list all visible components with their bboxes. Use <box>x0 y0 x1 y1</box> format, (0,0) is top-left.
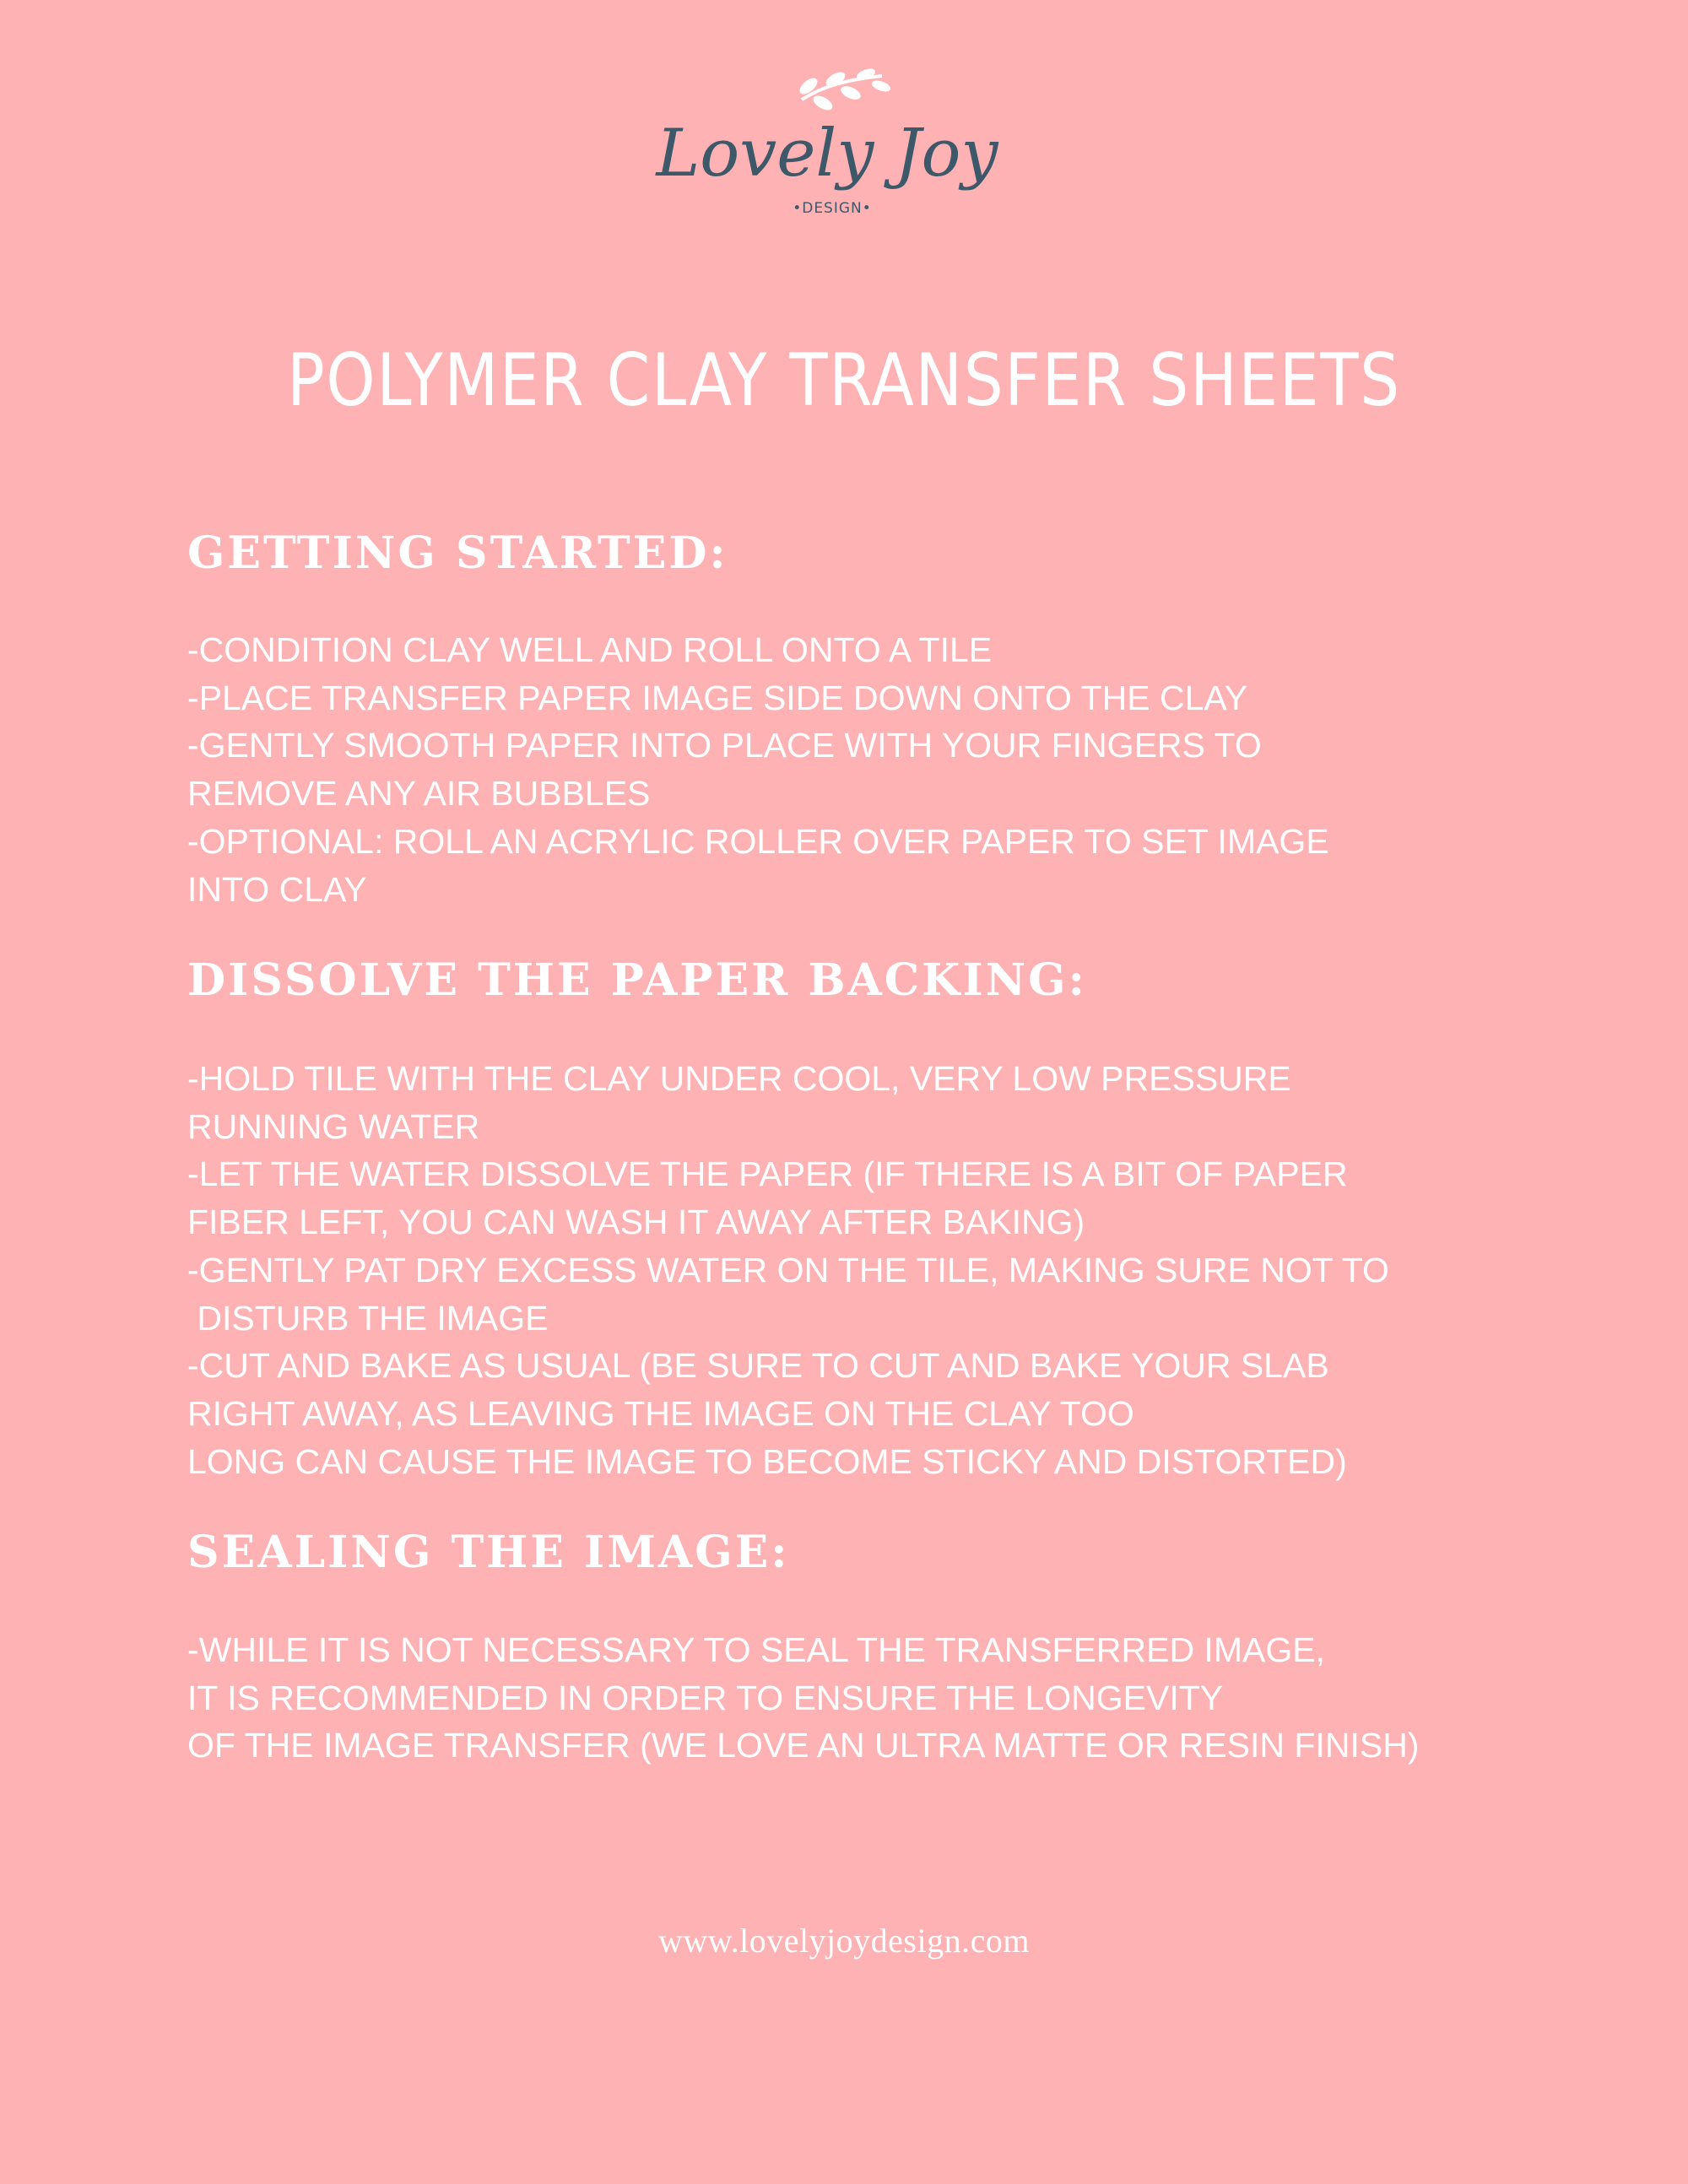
instruction-line: RIGHT AWAY, AS LEAVING THE IMAGE ON THE CLAY TOO <box>187 1393 1134 1433</box>
instruction-line: -GENTLY PAT DRY EXCESS WATER ON THE TILE, MAKING SURE NOT TO <box>187 1250 1389 1289</box>
instruction-line: RUNNING WATER <box>187 1106 480 1146</box>
instruction-line: -WHILE IT IS NOT NECESSARY TO SEAL THE TRANSFERRED IMAGE, <box>187 1630 1326 1669</box>
instruction-line: LONG CAN CAUSE THE IMAGE TO BECOME STICKY AND DISTORTED) <box>187 1441 1347 1481</box>
page-title: POLYMER CLAY TRANSFER SHEETS <box>287 338 1401 423</box>
section-heading-getting-started: GETTING STARTED: <box>187 527 728 579</box>
instruction-line: IT IS RECOMMENDED IN ORDER TO ENSURE THE LONGEVITY <box>187 1678 1224 1717</box>
logo-wordmark: Lovely Joy <box>656 116 998 192</box>
logo-subtitle: •DESIGN• <box>793 200 872 217</box>
instruction-line: REMOVE ANY AIR BUBBLES <box>187 774 651 814</box>
instruction-line: DISTURB THE IMAGE <box>187 1298 549 1338</box>
leaf-branch-icon <box>798 68 891 113</box>
website-url[interactable]: www.lovelyjoydesign.com <box>658 1922 1030 1960</box>
section-heading-sealing-image: SEALING THE IMAGE: <box>187 1527 790 1578</box>
instruction-line: -CONDITION CLAY WELL AND ROLL ONTO A TILE <box>187 630 993 669</box>
instruction-line: FIBER LEFT, YOU CAN WASH IT AWAY AFTER BAKING) <box>187 1203 1085 1242</box>
instruction-line: OF THE IMAGE TRANSFER (WE LOVE AN ULTRA MATTE OR RESIN FINISH) <box>187 1726 1420 1765</box>
section-body-dissolve-paper <box>187 1055 1389 1485</box>
instruction-line: -CUT AND BAKE AS USUAL (BE SURE TO CUT AND BAKE YOUR SLAB <box>187 1346 1329 1386</box>
instruction-line: -OPTIONAL: ROLL AN ACRYLIC ROLLER OVER PAPER TO SET IMAGE <box>187 821 1329 861</box>
section-body-sealing-image <box>187 1626 1419 1770</box>
instruction-line: INTO CLAY <box>187 869 367 909</box>
instruction-line: -HOLD TILE WITH THE CLAY UNDER COOL, VERY LOW PRESSURE <box>187 1059 1291 1098</box>
section-body-getting-started <box>187 626 1329 913</box>
brand-logo <box>656 68 998 236</box>
section-heading-dissolve-paper: DISSOLVE THE PAPER BACKING: <box>187 954 1087 1006</box>
instruction-line: -LET THE WATER DISSOLVE THE PAPER (IF THERE IS A BIT OF PAPER <box>187 1154 1348 1194</box>
instruction-line: -PLACE TRANSFER PAPER IMAGE SIDE DOWN ONTO THE CLAY <box>187 678 1248 717</box>
instruction-line: -GENTLY SMOOTH PAPER INTO PLACE WITH YOUR FINGERS TO <box>187 726 1262 765</box>
